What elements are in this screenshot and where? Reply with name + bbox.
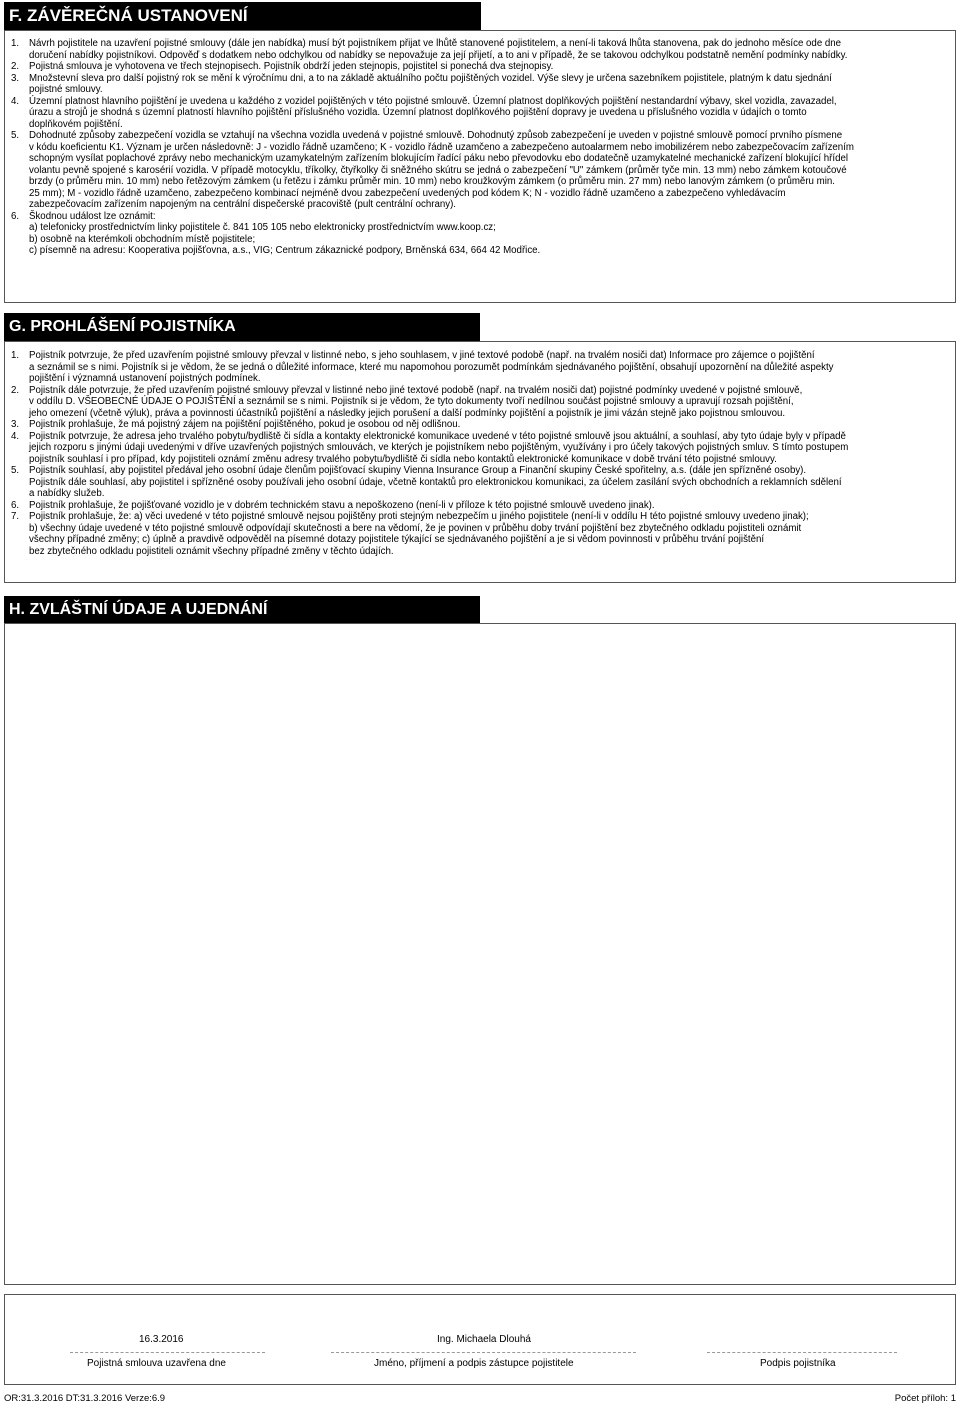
list-item — [11, 350, 949, 385]
holder-label: Podpis pojistníka — [760, 1358, 836, 1369]
section-g-list — [11, 350, 949, 557]
item-text-line: Územní platnost hlavního pojištění je uvedena u každého z vozidel pojištěných v této pojistné smlouvě. Územní platnost doplňkových pojištění nestandardní výbavy, skel vozidla, zavazadel, — [29, 95, 837, 107]
holder-signature-line — [707, 1352, 897, 1353]
section-g-title: G. PROHLÁŠENÍ POJISTNÍKA — [4, 313, 480, 341]
item-number: 2. — [11, 61, 20, 72]
section-g-box — [4, 341, 956, 583]
item-number: 3. — [11, 72, 20, 84]
item-text-line: c) písemně na adresu: Kooperativa pojišťovna, a.s., VIG; Centrum zákaznické podpory, Brněnská 634, 664 42 Modřice. — [29, 245, 541, 256]
list-item — [11, 38, 949, 61]
list-item — [11, 211, 949, 257]
item-number: 1. — [11, 350, 20, 361]
section-h-notes-area[interactable] — [4, 623, 956, 1285]
item-text-line: Pojistník souhlasí, aby pojistitel předával jeho osobní údaje členům pojišťovací skupiny Vienna Insurance Group a Finanční skupiny České spořitelny, a.s. (dále jen spřízněné osoby). — [29, 465, 807, 476]
item-text-line: pojištění i významná ustanovení pojistných podmínek. — [29, 373, 261, 384]
item-text-line: Pojistník potvrzuje, že adresa jeho trvalého pobytu/bydliště či sídla a kontakty elektronické komunikace uvedené v této pojistné smlouvě jsou aktuální, a souhlasí, aby tyto údaje byly v případě — [29, 430, 846, 442]
item-text-line: b) osobně na kterémkoli obchodním místě pojistitele; — [29, 233, 256, 245]
item-text-line: všechny případné změny; c) úplně a pravdivě odpověděl na písemné dotazy pojistitele týkající se sjednávaného pojištění a je si vědom povinnosti v průběhu trvání pojištění — [29, 534, 765, 545]
item-number: 7. — [11, 511, 20, 522]
list-item — [11, 385, 949, 420]
list-item — [11, 419, 949, 431]
item-number: 6. — [11, 499, 20, 511]
item-text-line: schopným vysílat poplachové zprávy nebo mechanickým uzamykatelným zařízením blokujícím řadící páku nebo převodovku ebo dodatečně uzamykatelné mechanické zařízení blokující hřídel — [29, 153, 849, 164]
list-item — [11, 465, 949, 500]
agent-signature-line — [331, 1352, 636, 1353]
item-text-line: a) telefonicky prostřednictvím linky pojistitele č. 841 105 105 nebo elektronicky prostřednictvím www.koop.cz; — [29, 222, 496, 233]
section-f-list — [11, 38, 949, 257]
footer-version: OR:31.3.2016 DT:31.3.2016 Verze:6.9 — [4, 1393, 166, 1404]
signature-box — [4, 1294, 956, 1385]
item-text-line: Návrh pojistitele na uzavření pojistné smlouvy (dále jen nabídka) musí být pojistníkem přijat ve lhůtě stanovené pojistitelem, a není-li taková lhůta stanovena, pak do jednoho měsíce ode dne — [29, 38, 842, 49]
item-number: 5. — [11, 465, 20, 476]
list-item — [11, 96, 949, 131]
item-number: 5. — [11, 130, 20, 141]
list-item — [11, 431, 949, 466]
item-text-line: zabezpečovacím zařízením napojeným na centrální dispečerské pracoviště (pult centrální ochrany). — [29, 199, 456, 210]
section-f-box — [4, 30, 956, 303]
item-text-line: Pojistník dále potvrzuje, že před uzavřením pojistné smlouvy převzal v listinné nebo jiné textové podobě (např. na trvalém nosiči dat) pojistné podmínky uvedené v pojistné smlouvě, — [29, 384, 803, 396]
item-text-line: 25 mm); M - vozidlo řádně uzamčeno, zabezpečeno kombinací nejméně dvou zabezpečení uvedených pod kódem K; N - vozidlo řádně uzamčeno a zabezpečeno vyhledávacím — [29, 187, 786, 199]
item-text-line: úrazu a strojů je shodná s územní platností hlavního pojištění příslušného vozidla. Územní platnost doplňkového pojištění dopravy je uvedena u příslušného vozidla v údajích o tomto — [29, 107, 807, 118]
item-text-line: bez zbytečného odkladu pojistiteli oznámit všechny případné změny v těchto údajích. — [29, 545, 394, 557]
item-text-line: v oddílu D. VŠEOBECNÉ ÚDAJE O POJIŠTĚNÍ a seznámil se s nimi. Pojistník si je vědom, že tyto dokumenty tvoří nedílnou součást pojistné smlouvy a upravují rozsah pojištění, — [29, 396, 794, 407]
item-number: 2. — [11, 384, 20, 396]
date-label: Pojistná smlouva uzavřena dne — [87, 1358, 226, 1369]
item-text-line: pojistník souhlasí i pro případ, kdy pojistiteli oznámí změnu adresy trvalého pobytu/bydliště či sídla nebo kontaktů elektronické komunikace v době trvání této pojistné smlouvy. — [29, 453, 777, 465]
list-item — [11, 73, 949, 96]
section-h-title: H. ZVLÁŠTNÍ ÚDAJE A UJEDNÁNÍ — [4, 596, 480, 623]
item-text-line: a nabídky služeb. — [29, 488, 105, 499]
item-text-line: Pojistník prohlašuje, že má pojistný zájem na pojištění pojištěného, pokud je osobou od něj odlišnou. — [29, 419, 461, 430]
agent-name: Ing. Michaela Dlouhá — [437, 1334, 531, 1345]
list-item — [11, 511, 949, 557]
date-signature-line — [70, 1352, 265, 1353]
list-item — [11, 500, 949, 512]
item-text-line: Škodnou událost lze oznámit: — [29, 210, 156, 222]
item-text-line: Pojistník prohlašuje, že: a) věci uvedené v této pojistné smlouvě nejsou pojištěny proti stejným nebezpečím u jiného pojistitele (není-li v oddílu H této pojistné smlouvy uvedeno jinak); — [29, 511, 809, 522]
item-text-line: Množstevní sleva pro další pojistný rok se mění k výročnímu dni, a to na základě aktuálního počtu pojištěných vozidel. Výše slevy je určena sazebníkem pojistitele, platným k datu sjednání — [29, 72, 832, 84]
item-number: 6. — [11, 210, 20, 222]
item-text-line: doplňkovém pojištění. — [29, 118, 123, 130]
section-f-title: F. ZÁVĚREČNÁ USTANOVENÍ — [4, 2, 481, 30]
agent-label: Jméno, příjmení a podpis zástupce pojistitele — [374, 1358, 574, 1369]
item-text-line: v kódu koeficientu K1. Význam je určen následovně: J - vozidlo řádně uzamčeno; K - vozidlo řádně uzamčeno a zabezpečeno autoalarmem nebo imobilizérem nebo zabezpečovacím zařízením — [29, 141, 854, 153]
item-text-line: brzdy (o průměru min. 10 mm) nebo řetězovým zámkem (u řetězu i zámku průměr min. 10 mm) nebo kroužkovým zámkem (o průměru min. 27 mm) nebo lanovým zámkem (o průměru min. — [29, 176, 835, 187]
item-text-line: jeho omezení (včetně výluk), práva a povinnosti účastníků pojištění a následky jejich porušení a další podmínky pojištění a pojistník je jimi vázán stejně jako pojistnou smlouvou. — [29, 407, 786, 419]
item-text-line: Pojistník prohlašuje, že pojišťované vozidlo je v dobrém technickém stavu a nepoškozeno (není-li v příloze k této pojistné smlouvě uvedeno jinak). — [29, 499, 655, 511]
item-text-line: a seznámil se s nimi. Pojistník si je vědom, že se jedná o důležité informace, které mu napomohou porozumět podmínkám sjednávaného pojištění, obsahují upozornění na důležité aspekty — [29, 361, 834, 373]
item-number: 4. — [11, 430, 20, 442]
list-item — [11, 61, 949, 73]
item-text-line: b) všechny údaje uvedené v této pojistné smlouvě odpovídají skutečnosti a bere na vědomí, že je povinen v průběhu doby trvání pojištění bez zbytečného odkladu pojistiteli oznámit — [29, 522, 802, 534]
list-item — [11, 130, 949, 211]
item-text-line: Pojistná smlouva je vyhotovena ve třech stejnopisech. Pojistník obdrží jeden stejnopis, pojistitel si ponechá dva stejnopisy. — [29, 61, 554, 72]
item-text-line: volantu pevně spojené s karosérií vozidla. V případě motocyklu, tříkolky, čtyřkolky či sněžného skútru se jedná o zabezpečení "U" zámkem (průměr tyče min. 13 mm) nebo zámkem kotoučové — [29, 164, 847, 176]
item-number: 1. — [11, 38, 20, 49]
contract-date: 16.3.2016 — [139, 1334, 184, 1345]
item-number: 3. — [11, 419, 20, 430]
item-text-line: Dohodnuté způsoby zabezpečení vozidla se vztahují na všechna vozidla uvedená v pojistné smlouvě. Dohodnutý způsob zabezpečení je uveden v pojistné smlouvě pomocí prvního písmene — [29, 130, 843, 141]
item-text-line: Pojistník dále souhlasí, aby pojistitel i spřízněné osoby používali jeho osobní údaje, včetně kontaktů pro elektronickou komunikaci, za účelem zasílání svých obchodních a reklamních sdělení — [29, 476, 842, 488]
item-text-line: Pojistník potvrzuje, že před uzavřením pojistné smlouvy převzal v listinné nebo, s jeho souhlasem, v jiné textové podobě (např. na trvalém nosiči dat) Informace pro zájemce o pojištění — [29, 350, 815, 361]
item-text-line: doručení nabídky pojistníkovi. Odpověď s dodatkem nebo odchylkou od nabídky se nepovažuje za její přijetí, a to ani v případě, že se takovou odchylkou podstatně nemění podmínky nabídky. — [29, 49, 848, 61]
item-text-line: pojistné smlouvy. — [29, 84, 103, 95]
item-number: 4. — [11, 95, 20, 107]
footer-attachments: Počet příloh: 1 — [894, 1393, 956, 1404]
item-text-line: jejich rozporu s jinými údaji uvedenými v dříve uzavřených pojistných smlouvách, ve kterých je pojistníkem nebo pojištěným, využívány i pro účely takových pojistných smluv. S tímto postupem — [29, 442, 849, 453]
